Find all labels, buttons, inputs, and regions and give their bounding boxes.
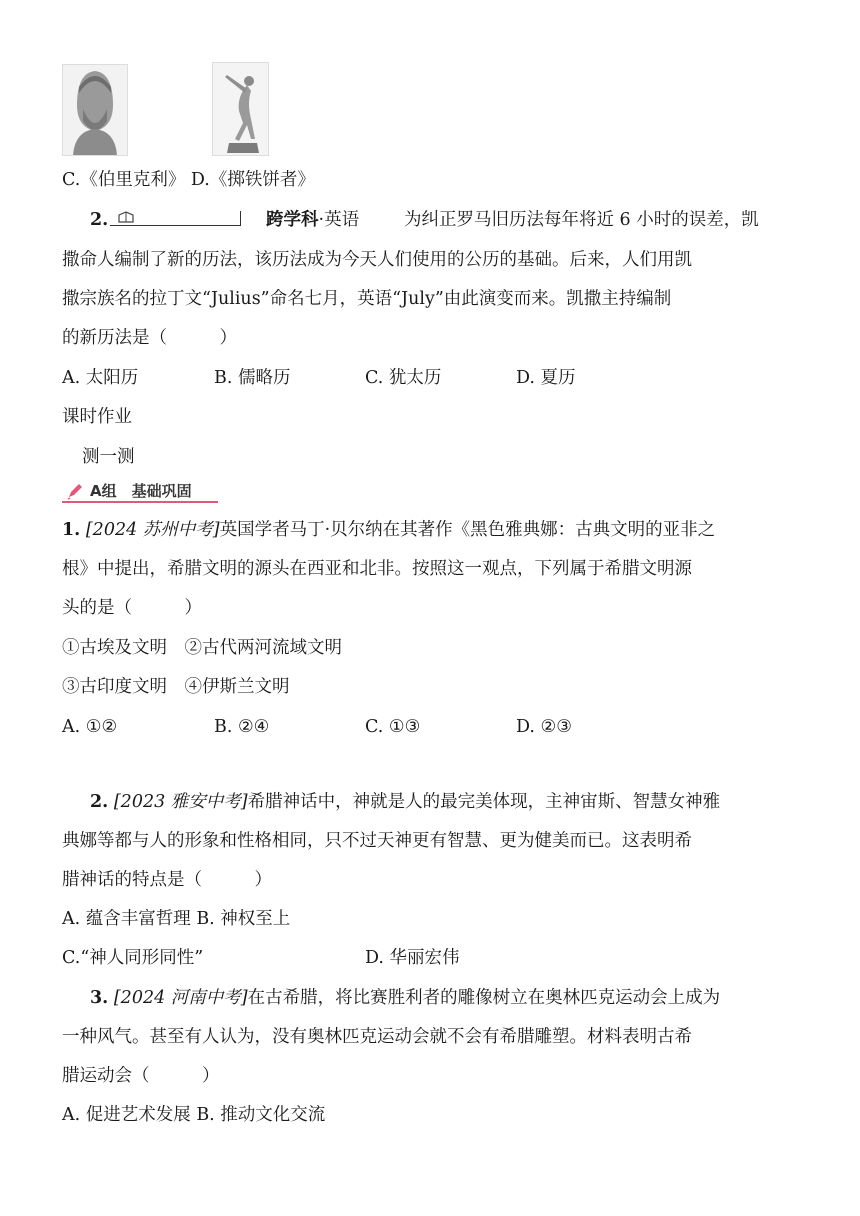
q1-number: 1. — [62, 520, 81, 540]
option-c[interactable]: C. 犹太历 — [365, 368, 442, 388]
badge-underline — [62, 501, 218, 503]
q2-number: 2. — [90, 792, 109, 812]
option-b[interactable]: B. ②④ — [214, 717, 270, 737]
q3-line-1: 在古希腊，将比赛胜利者的雕像树立在奥林匹克运动会上成为 — [247, 988, 721, 1008]
prev-question-options-cd: C.《伯里克利》 D.《掷铁饼者》 — [62, 170, 315, 190]
q2-line-2: 典娜等都与人的形象和性格相同，只不过天神更有智慧、更为健美而已。这表明希 — [62, 831, 692, 851]
q1-line-1: 英国学者马丁·贝尔纳在其著作《黑色雅典娜：古典文明的亚非之 — [219, 520, 716, 540]
test-heading: 测一测 — [82, 447, 135, 467]
option-d[interactable]: D. ②③ — [516, 717, 572, 737]
pen-icon — [66, 482, 84, 500]
q3-line-3: 腊运动会（ ） — [62, 1066, 220, 1086]
q2-intro-line-1: 为纠正罗马旧历法每年将近 6 小时的误差，凯 — [404, 210, 759, 230]
interdisciplinary-tag-frame — [110, 211, 241, 226]
q3-options-ab[interactable]: A. 促进艺术发展 B. 推动文化交流 — [62, 1105, 326, 1125]
q1-source: [2024 苏州中考] — [85, 520, 220, 540]
pericles-bust-image — [62, 64, 128, 156]
q1-line-3: 头的是（ ） — [62, 598, 202, 618]
option-d[interactable]: D. 夏历 — [516, 368, 576, 388]
q3-source: [2024 河南中考] — [113, 988, 248, 1008]
q3-line-2: 一种风气。甚至有人认为，没有奥林匹克运动会就不会有希腊雕塑。材料表明古希 — [62, 1027, 692, 1047]
group-a-badge — [62, 481, 218, 503]
q2-line-1: 希腊神话中，神就是人的最完美体现，主神宙斯、智慧女神雅 — [247, 792, 721, 812]
q2-options-ab[interactable]: A. 蕴含丰富哲理 B. 神权至上 — [62, 909, 291, 929]
discobolus-statue-image — [212, 62, 269, 156]
homework-heading: 课时作业 — [62, 407, 132, 427]
option-b[interactable]: B. 儒略历 — [214, 368, 291, 388]
discobolus-illustration — [213, 63, 268, 155]
q1-line-2: 根》中提出，希腊文明的源头在西亚和北非。按照这一观点，下列属于希腊文明源 — [62, 559, 692, 579]
q3-number: 3. — [90, 988, 109, 1008]
q1-item-1: ①古埃及文明 ②古代两河流域文明 — [62, 638, 342, 658]
q2-intro-line-3: 撒宗族名的拉丁文“Julius”命名七月，英语“July”由此演变而来。凯撒主持编制 — [62, 289, 672, 309]
q2-intro-line-2: 撒命人编制了新的历法，该历法成为今天人们使用的公历的基础。后来，人们用凯 — [62, 250, 692, 270]
q2-source: [2023 雅安中考] — [113, 792, 248, 812]
option-c[interactable]: C. ①③ — [365, 717, 421, 737]
group-a-badge-label: A组 基础巩固 — [90, 482, 192, 500]
q1-item-2: ③古印度文明 ④伊斯兰文明 — [62, 677, 290, 697]
q2-line-3: 腊神话的特点是（ ） — [62, 870, 272, 890]
option-a[interactable]: A. 太阳历 — [62, 368, 139, 388]
option-d[interactable]: D. 华丽宏伟 — [365, 948, 460, 968]
interdisciplinary-tag: 跨学科 — [266, 210, 319, 230]
interdisciplinary-subject: ·英语 — [318, 210, 360, 230]
q2-intro-line-4: 的新历法是（ ） — [62, 328, 237, 348]
book-icon — [118, 211, 134, 223]
option-c[interactable]: C.“神人同形同性” — [62, 948, 204, 968]
option-a[interactable]: A. ①② — [62, 717, 118, 737]
pericles-bust-illustration — [63, 65, 127, 155]
q2-intro-number: 2. — [90, 210, 109, 230]
